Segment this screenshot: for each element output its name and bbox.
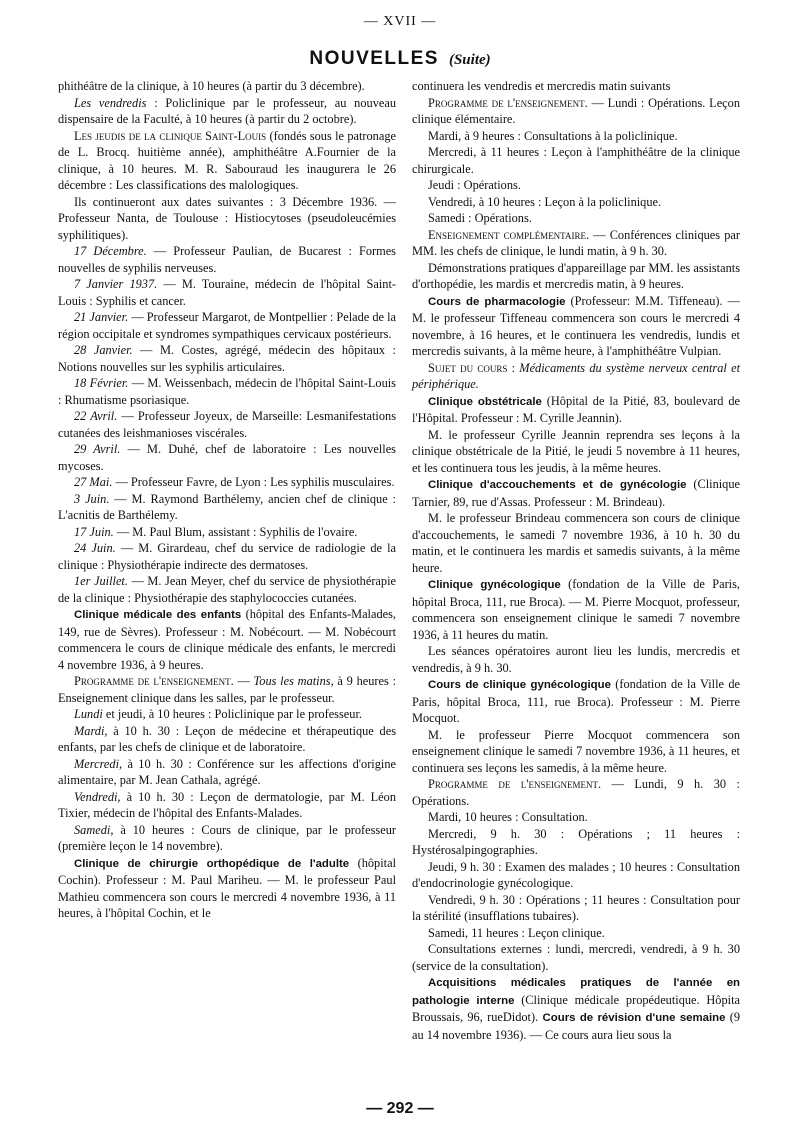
paragraph-text: — Lundi : Opérations. Leçon clinique élémentaire.	[412, 95, 740, 126]
paragraph-text: (fondés sous le patronage de L. Brocq. huitième année), amphithéâtre A.Fournier de la clinique, à 10 heures. M. R. Sabouraud les inaugurera le 26 décembre : Les classifications des malologiques.	[58, 128, 396, 192]
paragraph	[58, 474, 396, 491]
paragraph	[58, 408, 396, 441]
paragraph	[412, 78, 740, 95]
paragraph-text: à 9 heures : Enseignement clinique dans les salles, par le professeur.	[58, 674, 396, 705]
paragraph	[412, 210, 740, 227]
paragraph	[58, 855, 396, 922]
paragraph-italic: Tous les matins,	[253, 674, 334, 688]
paragraph	[58, 441, 396, 474]
paragraph-text: — M. Raymond Barthélemy, ancien chef de clinique : L'acnitis de Barthélemy.	[58, 491, 396, 522]
paragraph-text: M. le professeur Brindeau commencera son cours de clinique d'accouchements, le samedi 7 novembre 1936, à 10 h. 30 du matin, et le continuera les mardis et samedis suivants, à la même heure.	[412, 511, 740, 575]
paragraph-lead: Enseignement complémentaire.	[428, 227, 590, 242]
paragraph	[412, 676, 740, 727]
paragraph	[412, 128, 740, 145]
paragraph-text: — M. Jean Meyer, chef du service de physiothérapie de la clinique : Physiothérapie des staphylococcies cutanées.	[58, 574, 396, 605]
paragraph	[412, 360, 740, 393]
paragraph-text: (Clinique Tarnier, 89, rue d'Assas. Professeur : M. Brindeau).	[412, 477, 740, 509]
paragraph	[412, 510, 740, 576]
paragraph-lead: 18 Février.	[74, 376, 129, 390]
paragraph-text: M. le professeur Pierre Mocquot commencera son enseignement clinique le samedi 7 novembre 1936, à 11 heures, et continuera ses leçons les samedis, à la même heure.	[412, 727, 740, 775]
paragraph-text: Mercredi, à 11 heures : Leçon à l'amphithéâtre de la clinique chirurgicale.	[412, 145, 740, 176]
paragraph-text: Vendredi, 9 h. 30 : Opérations ; 11 heures : Consultation pour la stérilité (insufflations tubaires).	[412, 892, 740, 923]
section-heading: Cours de révision d'une semaine	[538, 1012, 726, 1024]
paragraph	[58, 756, 396, 789]
paragraph	[412, 809, 740, 826]
paragraph-sep: —	[233, 674, 254, 688]
paragraph-text: Les séances opératoires auront lieu les lundis, mercredis et vendredis, à 9 h. 30.	[412, 644, 740, 675]
paragraph-text: — Professeur Margarot, de Montpellier : Pelade de la région occipitale et syndromes sympathiques cervicaux postérieurs.	[58, 310, 397, 341]
paragraph-text: — M. Girardeau, chef du service de radiologie de la clinique : Physiothérapie indirecte des dermatoses.	[58, 541, 396, 572]
paragraph-text: — M. Paul Blum, assistant : Syphilis de l'ovaire.	[113, 524, 358, 539]
paragraph	[412, 177, 740, 194]
paragraph-lead: 3 Juin.	[74, 491, 110, 506]
page-number: — 292 —	[366, 1100, 434, 1117]
paragraph	[58, 194, 396, 244]
paragraph-lead: 21 Janvier.	[74, 310, 129, 324]
left-column	[58, 78, 396, 922]
paragraph-text: Jeudi, 9 h. 30 : Examen des malades ; 10 heures : Consultation d'endocrinologie gynécologique.	[412, 859, 740, 890]
paragraph	[412, 227, 740, 260]
paragraph-text: Samedi, 11 heures : Leçon clinique.	[428, 925, 605, 940]
paragraph-text: Samedi : Opérations.	[428, 211, 532, 225]
section-heading: Clinique d'accouchements et de gynécologie	[428, 479, 687, 491]
paragraph	[58, 95, 396, 128]
paragraph-text: et jeudi, à 10 heures : Policlinique par le professeur.	[102, 707, 362, 721]
paragraph-lead: 1er Juillet.	[74, 574, 128, 588]
paragraph-text: — Professeur Favre, de Lyon : Les syphilis musculaires.	[112, 475, 395, 489]
paragraph-text: (fondation de la Ville de Paris, hôpital Broca, 111, rue Broca). — M. Pierre Mocquot, professeur, commencera son enseignement clinique le samedi 7 novembre 1936, à 11 heures du matin.	[412, 577, 741, 642]
paragraph-text: Ils continueront aux dates suivantes : 3 Décembre 1936. — Professeur Nanta, de Toulouse : Histiocytoses (pseudoleucémies syphilitiques).	[58, 194, 396, 242]
paragraph-lead: Lundi	[74, 707, 103, 721]
section-heading: Acquisitions médicales pratiques de l'année en pathologie interne	[412, 977, 740, 1007]
paragraph-lead: Les vendredis	[74, 95, 147, 110]
paragraph-text: — Professeur Paulian, de Bucarest : Formes nouvelles de syphilis nerveuses.	[58, 244, 396, 275]
paragraph-text: (hôpital Cochin). Professeur : M. Paul Mariheu. — M. le professeur Paul Mathieu commencera son cours le mercredi 4 novembre 1936, à 11 heures, à l'hôpital Cochin, et le	[58, 855, 396, 920]
paragraph-text: Mercredi, 9 h. 30 : Opérations ; 11 heures : Hystérosalpingographies.	[412, 826, 740, 857]
paragraph-text: (Hôpital de la Pitié, 83, boulevard de l'Hôpital. Professeur : M. Cyrille Jeannin).	[412, 393, 740, 425]
paragraph-text: M. le professeur Cyrille Jeannin reprendra ses leçons à la clinique obstétricale de la Pitié, le jeudi 5 novembre à 11 heures, et les continuera tous les jeudis, à la même heures.	[412, 427, 740, 475]
paragraph-lead: 28 Janvier.	[74, 343, 133, 357]
paragraph-lead: 7 Janvier 1937.	[74, 277, 158, 291]
paragraph	[58, 342, 396, 375]
paragraph	[58, 540, 396, 573]
paragraph	[58, 673, 396, 706]
paragraph	[58, 789, 396, 822]
paragraph-text: à 10 h. 30 : Leçon de médecine et thérapeutique des enfants, par les chefs de clinique et de laboratoire.	[58, 723, 396, 754]
paragraph-text: — M. Weissenbach, médecin de l'hôpital Saint-Louis : Rhumatisme psoriasique.	[58, 376, 396, 407]
paragraph-lead: 22 Avril.	[74, 409, 118, 423]
paragraph	[412, 393, 740, 427]
section-suite: (Suite)	[448, 52, 491, 68]
right-column	[412, 78, 740, 1043]
paragraph-text: continuera les vendredis et mercredis matin suivants	[412, 79, 671, 93]
paragraph-text: Consultations externes : lundi, mercredi, vendredi, à 9 h. 30 (service de la consultation).	[412, 942, 740, 973]
paragraph	[412, 95, 740, 128]
paragraph-lead: Samedi,	[74, 822, 114, 837]
paragraph-text: à 10 heures : Cours de clinique, par le professeur (première leçon le 14 novembre).	[58, 822, 396, 853]
paragraph	[58, 573, 396, 606]
paragraph-lead: Programme de l'enseignement.	[74, 674, 234, 688]
paragraph	[412, 427, 740, 477]
section-heading: Cours de pharmacologie	[428, 295, 566, 308]
paragraph	[58, 524, 396, 541]
paragraph-text: Mardi, à 9 heures : Consultations à la policlinique.	[428, 128, 678, 143]
paragraph-lead: 17 Décembre.	[74, 244, 147, 258]
paragraph	[412, 576, 740, 643]
paragraph-lead: Mardi,	[74, 723, 108, 738]
paragraph	[58, 822, 396, 855]
paragraph	[58, 309, 396, 342]
roman-folio: — XVII —	[363, 14, 437, 29]
paragraph	[58, 128, 396, 194]
paragraph-lead: Sujet du cours :	[428, 360, 516, 375]
paragraph	[58, 375, 396, 408]
paragraph	[412, 892, 740, 925]
paragraph-lead: Mercredi,	[74, 756, 123, 771]
paragraph-text: (fondation de la Ville de Paris, hôpital Broca, 111, rue Broca). Professeur : M. Pierre Mocquot.	[412, 677, 740, 725]
section-title: NOUVELLES	[309, 48, 439, 69]
paragraph-text: à 10 h. 30 : Leçon de dermatologie, par M. Léon Tixier, médecin de l'hôpital des Enfants-Malades.	[58, 789, 396, 820]
paragraph-text: — M. Touraine, médecin de l'hôpital Saint-Louis : Syphilis et cancer.	[58, 277, 396, 308]
paragraph-text: phithéâtre de la clinique, à 10 heures (à partir du 3 décembre).	[58, 79, 365, 93]
paragraph	[412, 194, 740, 211]
paragraph-lead: Programme de l'enseignement.	[428, 777, 602, 791]
paragraph	[58, 78, 396, 95]
paragraph	[412, 476, 740, 510]
paragraph	[412, 925, 740, 942]
paragraph-text: Vendredi, à 10 heures : Leçon à la policlinique.	[428, 194, 662, 209]
paragraph	[58, 243, 396, 276]
paragraph	[58, 706, 396, 723]
paragraph	[58, 606, 396, 673]
paragraph	[412, 974, 740, 1043]
paragraph	[412, 941, 740, 974]
paragraph-text: (Professeur: M.M. Tiffeneau). — M. le professeur Tiffeneau commencera son cours le mercredi 4 novembre, à 16 heures, et le continuera les vendredis, lundis et mercredis suivants, à la même heure, à l'amphithéâtre Vulpian.	[412, 293, 740, 358]
paragraph-lead: 17 Juin.	[74, 524, 114, 539]
section-heading: Clinique de chirurgie orthopédique de l'adulte	[74, 857, 350, 870]
paragraph-text: Mardi, 10 heures : Consultation.	[428, 810, 588, 824]
paragraph-text: — M. Duhé, chef de laboratoire : Les nouvelles mycoses.	[58, 442, 396, 473]
paragraph-text: — Lundi, 9 h. 30 : Opérations.	[412, 777, 740, 808]
paragraph-text: — M. Costes, agrégé, médecin des hôpitaux : Notions nouvelles sur les syphilis articulaires.	[58, 343, 396, 374]
paragraph-text: — Conférences cliniques par MM. les chefs de clinique, le lundi matin, à 9 h. 30.	[412, 227, 740, 258]
paragraph-text: (Clinique médicale propédeutique. Hôpita Broussais, 96, rueDidot).	[412, 992, 740, 1024]
paragraph-text: Jeudi : Opérations.	[428, 178, 521, 192]
paragraph	[412, 293, 740, 360]
section-heading: Clinique obstétricale	[428, 395, 542, 408]
paragraph-lead: 27 Mai.	[74, 475, 113, 489]
paragraph	[58, 276, 396, 309]
paragraph	[58, 491, 396, 524]
paragraph-lead: 24 Juin.	[74, 541, 116, 555]
section-heading: Clinique médicale des enfants	[74, 609, 242, 621]
paragraph	[412, 859, 740, 892]
paragraph	[412, 260, 740, 293]
paragraph	[412, 776, 740, 809]
paragraph-text: à 10 h. 30 : Conférence sur les affections d'origine alimentaire, par M. Jean Cathala, agrégé.	[58, 756, 396, 787]
paragraph	[412, 727, 740, 777]
section-header	[0, 48, 800, 70]
paragraph-text: (hôpital des Enfants-Malades, 149, rue de Sèvres). Professeur : M. Nobécourt. — M. Nobécourt commencera le cours de clinique médicale des enfants, le mercredi 4 novembre 1936, à 9 heures.	[58, 607, 397, 672]
paragraph-text: — Professeur Joyeux, de Marseille: Lesmanifestations cutanées des leishmanioses viscérales.	[58, 409, 397, 440]
paragraph-text: Démonstrations pratiques d'appareillage par MM. les assistants d'orthopédie, les mardis et mercredis matin, à 9 heures.	[412, 260, 740, 291]
paragraph	[412, 643, 740, 676]
paragraph-text: (9 au 14 novembre 1936). — Ce cours aura lieu sous la	[412, 1010, 740, 1042]
section-heading: Cours de clinique gynécologique	[428, 679, 611, 691]
paragraph	[58, 723, 396, 756]
paragraph-lead: Programme de l'enseignement.	[428, 95, 588, 110]
paragraph	[412, 826, 740, 859]
paragraph-text: : Policlinique par le professeur, au nouveau dispensaire de la Faculté, à 10 heures (à partir du 2 octobre).	[58, 95, 396, 126]
paragraph-lead: Les jeudis de la clinique Saint-Louis	[74, 128, 267, 143]
paragraph-lead: 29 Avril.	[74, 442, 121, 456]
paragraph	[412, 144, 740, 177]
paragraph-italic: Médicaments du système nerveux central et périphérique.	[412, 360, 740, 391]
section-heading: Clinique gynécologique	[428, 579, 561, 591]
paragraph-lead: Vendredi,	[74, 789, 121, 804]
